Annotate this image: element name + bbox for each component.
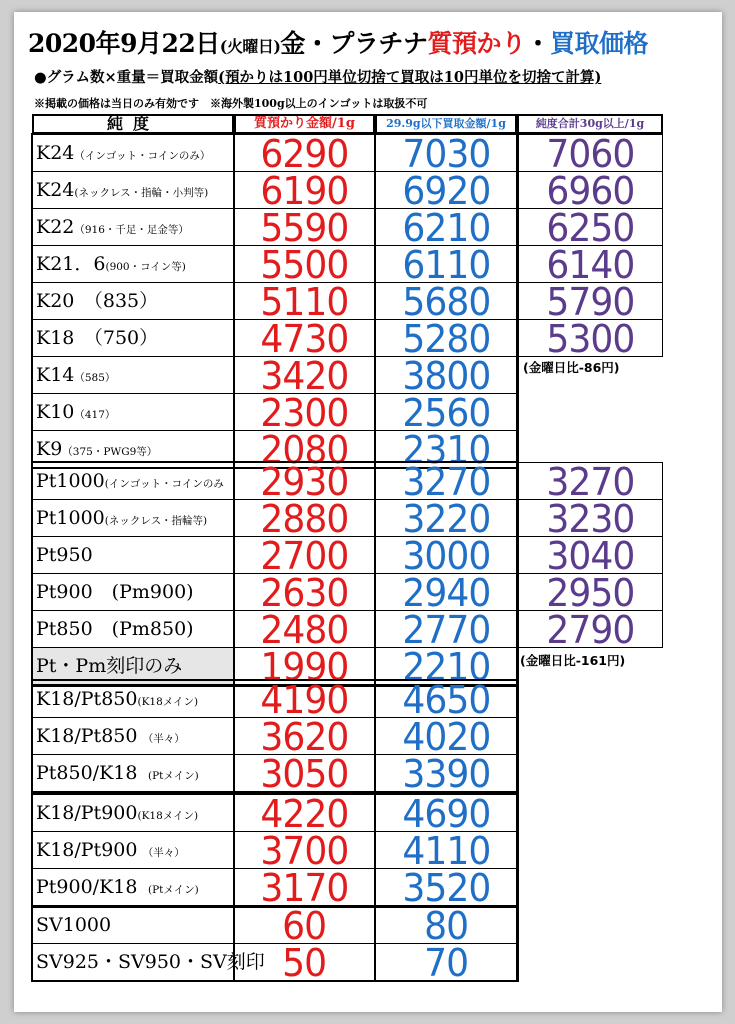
purity-cell: [32, 754, 234, 792]
purity-label: K22: [36, 216, 75, 238]
buy-price-cell-value: 3270: [401, 460, 491, 504]
pawn-price-cell-value: 3050: [260, 752, 349, 796]
purity-label: K10: [36, 401, 75, 423]
purity-cell: [32, 794, 234, 832]
buy-price-cell-value: 80: [423, 904, 469, 948]
title-dot: ・: [525, 29, 550, 58]
purity-label: Pt1000: [36, 507, 105, 529]
purity-label: K18/Pt900: [36, 802, 138, 824]
purity-note: （916・千足・足金等）: [74, 224, 189, 236]
header-buy-large: 純度合計30g以上/1g: [517, 114, 663, 134]
purity-label: SV925・SV950・SV刻印: [36, 951, 265, 973]
pawn-price-cell: [234, 534, 375, 578]
purity-cell: [32, 831, 234, 869]
pawn-price-cell: [234, 317, 375, 361]
buy-price-cell-value: 2560: [401, 391, 491, 435]
buy-price-cell: [375, 243, 517, 287]
purity-label: K18 （750）: [36, 327, 159, 349]
pawn-price-cell-value: 60: [282, 904, 327, 948]
pawn-price-cell-value: 2480: [260, 608, 349, 652]
pawn-price-cell-value: 4190: [260, 678, 349, 722]
pawn-price-cell-value: 2630: [260, 571, 349, 615]
title-pawn: 質預かり: [427, 29, 526, 58]
purity-label: SV1000: [36, 914, 112, 936]
buy-price-cell-value: 2210: [401, 645, 491, 689]
page-title: [28, 24, 648, 60]
title-date: 2020年9月22日: [28, 29, 220, 58]
title-metals: 金・プラチナ: [280, 29, 428, 58]
buy-price-cell-value: 6920: [401, 169, 491, 213]
buy-price-cell: [375, 354, 517, 398]
purity-note: (Ptメイン): [137, 884, 199, 896]
purity-cell: [32, 536, 234, 574]
buy-price-cell: [375, 497, 517, 541]
pawn-price-cell: [234, 608, 375, 652]
purity-label: Pt850 (Pm850): [36, 618, 194, 640]
buy-price-cell: [375, 866, 517, 910]
pawn-price-cell-value: 5590: [260, 206, 349, 250]
purity-note: (ネックレス・指輪等): [104, 515, 208, 527]
purity-note: (K18メイン): [137, 810, 199, 822]
pawn-price-cell-value: 4730: [260, 317, 349, 361]
purity-cell: [32, 943, 265, 981]
pawn-price-cell-value: 2880: [260, 497, 349, 541]
buy-price-cell: [375, 391, 517, 435]
purity-label: Pt950: [36, 544, 93, 566]
bulk-price-cell-value: 5300: [545, 317, 635, 361]
header-pawn-price: 質預かり金額/1g: [234, 114, 375, 134]
purity-cell: [32, 462, 234, 500]
pawn-price-cell: [234, 792, 375, 836]
gold-compare-note: (金曜日比-86円): [523, 360, 620, 375]
purity-note: （585）: [74, 372, 116, 384]
pawn-price-cell: [234, 678, 375, 722]
buy-price-cell-value: 7030: [401, 132, 491, 176]
bulk-price-cell: [517, 460, 663, 504]
buy-price-cell-value: 2940: [401, 571, 491, 615]
subtitle: [34, 66, 601, 87]
bulk-price-cell: [517, 280, 663, 324]
notice-text: ※掲載の価格は当日のみ有効です ※海外製100g以上のインゴットは取扱不可: [34, 97, 428, 110]
purity-cell: [32, 499, 234, 537]
buy-price-cell-value: 2310: [401, 428, 491, 472]
purity-label: K24: [36, 142, 75, 164]
pawn-price-cell-value: 2930: [260, 460, 349, 504]
buy-price-cell: [375, 460, 517, 504]
bulk-price-cell: [517, 571, 663, 615]
pawn-price-cell-value: 50: [282, 941, 327, 985]
purity-cell: [32, 356, 234, 394]
pawn-price-cell: [234, 391, 375, 435]
pawn-price-cell: [234, 904, 375, 948]
buy-price-cell-value: 3220: [401, 497, 491, 541]
buy-price-cell-value: 3520: [401, 866, 491, 910]
buy-price-cell-value: 3800: [401, 354, 491, 398]
bulk-price-cell: [517, 534, 663, 578]
bulk-price-cell: [517, 169, 663, 213]
pawn-price-cell-value: 3420: [260, 354, 349, 398]
pawn-price-cell: [234, 715, 375, 759]
buy-price-cell-value: 6110: [401, 243, 491, 287]
pawn-price-cell: [234, 243, 375, 287]
pawn-price-cell-value: 2080: [260, 428, 349, 472]
buy-price-cell: [375, 169, 517, 213]
buy-price-cell-value: 2770: [401, 608, 491, 652]
bulk-price-cell: [517, 497, 663, 541]
pawn-price-cell: [234, 829, 375, 873]
purity-note: (900・コイン等): [105, 261, 186, 273]
purity-cell: [32, 319, 234, 357]
buy-price-cell-value: 5680: [401, 280, 491, 324]
pawn-price-cell-value: 6190: [260, 169, 349, 213]
bulk-price-cell-value: 5790: [545, 280, 635, 324]
buy-price-cell: [375, 752, 517, 796]
buy-price-cell-value: 4020: [401, 715, 491, 759]
purity-cell: [32, 610, 234, 648]
subtitle-formula: ●グラム数×重量＝買取金額: [34, 69, 219, 86]
pawn-price-cell-value: 6290: [260, 132, 349, 176]
purity-cell: [32, 906, 234, 944]
buy-price-cell: [375, 317, 517, 361]
purity-label: Pt900/K18: [36, 876, 138, 898]
bulk-price-cell: [517, 608, 663, 652]
bulk-price-cell-value: 3040: [545, 534, 635, 578]
pawn-price-cell-value: 2300: [260, 391, 349, 435]
purity-cell: [32, 208, 234, 246]
buy-price-cell-value: 5280: [401, 317, 491, 361]
buy-price-cell: [375, 792, 517, 836]
buy-price-cell: [375, 904, 517, 948]
pawn-price-cell: [234, 132, 375, 176]
buy-price-cell: [375, 941, 517, 985]
pawn-price-cell: [234, 169, 375, 213]
bulk-price-cell: [517, 243, 663, 287]
purity-note: (インゴット・コインのみ: [104, 478, 224, 490]
buy-price-cell: [375, 678, 517, 722]
purity-label: K18/Pt850: [36, 688, 138, 710]
buy-price-cell: [375, 206, 517, 250]
buy-price-cell: [375, 608, 517, 652]
purity-note: (ネックレス・指輪・小判等): [74, 187, 209, 199]
purity-note: (Ptメイン): [137, 770, 199, 782]
buy-price-cell: [375, 829, 517, 873]
purity-note: （半々）: [137, 733, 185, 745]
pawn-price-cell: [234, 354, 375, 398]
bulk-price-cell: [517, 132, 663, 176]
buy-price-cell: [375, 534, 517, 578]
purity-label: Pt850/K18: [36, 762, 138, 784]
buy-price-cell: [375, 280, 517, 324]
bulk-price-cell-value: 2950: [545, 571, 635, 615]
pawn-price-cell-value: 3620: [260, 715, 349, 759]
bulk-price-cell-value: 3230: [545, 497, 635, 541]
purity-label: K20 （835）: [36, 290, 159, 312]
pawn-price-cell: [234, 280, 375, 324]
bulk-price-cell-value: 2790: [545, 608, 635, 652]
bulk-price-cell: [517, 206, 663, 250]
pawn-price-cell: [234, 206, 375, 250]
platinum-compare-note: (金曜日比-161円): [520, 653, 626, 668]
pawn-price-cell: [234, 571, 375, 615]
pawn-price-cell: [234, 866, 375, 910]
pawn-price-cell-value: 5500: [260, 243, 349, 287]
title-weekday: (火曜日): [219, 37, 281, 56]
purity-label: Pt900 (Pm900): [36, 581, 194, 603]
purity-note: （417）: [74, 409, 116, 421]
buy-price-cell: [375, 571, 517, 615]
purity-label: K18/Pt850: [36, 725, 138, 747]
purity-label: K21．6: [36, 253, 106, 275]
pawn-price-cell-value: 2700: [260, 534, 349, 578]
bulk-price-cell-value: 6960: [545, 169, 635, 213]
pawn-price-cell: [234, 497, 375, 541]
buy-price-cell: [375, 132, 517, 176]
pawn-price-cell-value: 5110: [260, 280, 349, 324]
purity-note: （半々）: [137, 847, 185, 859]
purity-cell: [32, 868, 234, 906]
purity-cell: [32, 245, 234, 283]
purity-label: Pt・Pm刻印のみ: [36, 655, 183, 677]
purity-label: K24: [36, 179, 75, 201]
pawn-price-cell: [234, 941, 375, 985]
purity-note: (K18メイン): [137, 696, 199, 708]
purity-note: （375・PWG9等）: [62, 446, 158, 458]
purity-cell: [32, 134, 234, 172]
pawn-price-cell: [234, 752, 375, 796]
purity-cell: [32, 717, 234, 755]
subtitle-rule: (預かりは100円単位切捨て買取は10円単位を切捨て計算): [218, 69, 602, 86]
buy-price-cell-value: 6210: [401, 206, 491, 250]
pawn-price-cell-value: 3700: [260, 829, 349, 873]
purity-cell: [32, 573, 234, 611]
bulk-price-cell: [517, 317, 663, 361]
buy-price-cell-value: 4650: [401, 678, 491, 722]
purity-label: K9: [36, 438, 63, 460]
bulk-price-cell-value: 6140: [545, 243, 635, 287]
title-buy: 買取価格: [549, 29, 648, 58]
purity-note: （インゴット・コインのみ）: [74, 150, 211, 162]
buy-price-cell-value: 70: [423, 941, 469, 985]
bulk-price-cell: [517, 393, 663, 431]
pawn-price-cell: [234, 460, 375, 504]
purity-cell: [32, 282, 234, 320]
bulk-price-cell-value: 6250: [545, 206, 635, 250]
bulk-price-cell-value: 3270: [545, 460, 635, 504]
header-buy-small: 29.9g以下買取金額/1g: [375, 114, 517, 134]
purity-label: K14: [36, 364, 75, 386]
header-purity: 純度: [32, 114, 234, 134]
buy-price-cell-value: 4690: [401, 792, 491, 836]
buy-price-cell-value: 3000: [401, 534, 491, 578]
pawn-price-cell-value: 1990: [260, 645, 349, 689]
pawn-price-cell-value: 4220: [260, 792, 349, 836]
buy-price-cell-value: 3390: [401, 752, 491, 796]
purity-cell: [32, 171, 234, 209]
purity-cell: [32, 393, 234, 431]
buy-price-cell: [375, 715, 517, 759]
purity-label: Pt1000: [36, 470, 105, 492]
purity-label: K18/Pt900: [36, 839, 138, 861]
purity-cell: [32, 680, 234, 718]
buy-price-cell-value: 4110: [401, 829, 491, 873]
bulk-price-cell-value: 7060: [545, 132, 635, 176]
pawn-price-cell-value: 3170: [260, 866, 349, 910]
